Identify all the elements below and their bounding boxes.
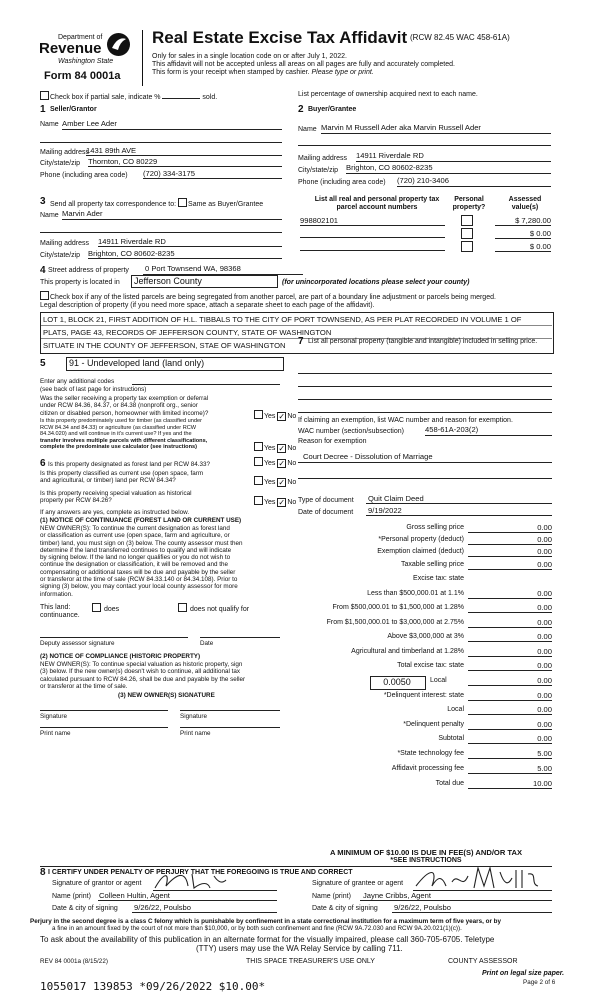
calc-label: Total excise tax: state	[397, 662, 464, 669]
calc-label: *Delinquent penalty	[403, 721, 464, 728]
current-use-yes-no: Yes ✓ No	[254, 476, 296, 487]
form-rcw: (RCW 82.45 WAC 458-61A)	[410, 33, 510, 42]
calc-underline	[468, 656, 552, 657]
seller-city[interactable]: Thornton, CO 80229	[88, 157, 158, 166]
calc-value[interactable]: 0.00	[537, 691, 552, 700]
exemption-reason[interactable]: Court Decree - Dissolution of Marriage	[303, 452, 433, 461]
legal-label: Legal description of property (if you need more space, attach a separate sheet to each page of the affidavit).	[40, 302, 375, 309]
calc-label: Gross selling price	[406, 524, 464, 531]
exemption-yes-no: Yes ✓ No	[254, 410, 296, 421]
doc-date-label: Date of document	[298, 509, 354, 516]
grantee-name[interactable]: Jayne Cribbs, Agent	[363, 891, 431, 900]
perjury-line-1: Perjury in the second degree is a class C felony which is punishable by confinement in a state correctional institution for a maximum term of five years, or by	[30, 918, 501, 925]
seller-section-num: 1	[40, 104, 46, 115]
wac-number[interactable]: 458-61A-203(2)	[425, 425, 479, 434]
form-number: Form 84 0001a	[44, 70, 121, 82]
s8-section-num: 8	[40, 867, 46, 878]
page-number: Page 2 of 6	[523, 979, 556, 986]
calc-value[interactable]: 0.00	[537, 632, 552, 641]
codes-label: Enter any additional codes	[40, 378, 115, 385]
assessed-value[interactable]: $ 0.00	[529, 229, 551, 238]
compliance-title: (2) NOTICE OF COMPLIANCE (HISTORIC PROPERTY)	[40, 653, 201, 660]
certification: I CERTIFY UNDER PENALTY OF PERJURY THAT THE FOREGOING IS TRUE AND CORRECT	[48, 869, 353, 876]
grantor-sig-label: Signature of grantor or agent	[52, 880, 142, 887]
county-value: Jefferson County	[134, 276, 202, 286]
calc-value[interactable]: 0.00	[537, 661, 552, 670]
loc-section-num: 4	[40, 265, 46, 276]
logo-state: Washington State	[58, 58, 114, 65]
continuance-text: NEW OWNER(S): To continue the current designation as forest land or classification as current use (open space, farm and agriculture, or timber) land, you must sign on (3) below. The county assessor must then determine if the land transferred continues to qualify and will indicate by signing below. If the land no longer qualifies or you do not wish to continue the designation or classification, it will be removed and the compensating or additional taxes will be due and payable by the seller or transferor at the time of sale (RCW 84.33.140 or 84.34.108). Prior to signing (3) below, you may contact your local county assessor for more information.	[40, 525, 243, 598]
personal-property-checkbox[interactable]	[461, 228, 473, 239]
assessed-value[interactable]: $ 7,280.00	[515, 216, 551, 225]
calc-value[interactable]: 0.00	[537, 647, 552, 656]
if-yes-note: If any answers are yes, complete as instructed below.	[40, 509, 190, 516]
s6-section-num: 6	[40, 458, 46, 469]
assessed-value[interactable]: $ 0.00	[529, 242, 551, 251]
historic-no-checkbox[interactable]: ✓	[278, 498, 286, 507]
cashier-stamp: 1055017 139853 *09/26/2022 $10.00*	[40, 980, 266, 993]
timber-yes-checkbox[interactable]	[254, 442, 263, 451]
assessed-header: Assessed value(s)	[508, 196, 542, 211]
timber-no-checkbox[interactable]: ✓	[278, 444, 286, 453]
seller-name-label: Name	[40, 121, 59, 128]
calc-label: Agricultural and timberland at 1.28%	[351, 648, 464, 655]
use-code-value: 91 - Undeveloped land (land only)	[69, 358, 205, 368]
calc-underline	[468, 743, 552, 744]
buyer-section-num: 2	[298, 104, 304, 115]
calc-label: From $1,500,000.01 to $3,000,000 at 2.75%	[326, 619, 464, 626]
s5-section-num: 5	[40, 358, 46, 369]
county-note: (for unincorporated locations please select your county)	[282, 279, 470, 286]
corr-label: Send all property tax correspondence to: Same as Buyer/Grantee	[50, 198, 263, 209]
owner-signature-label-2: Signature	[180, 713, 207, 720]
compliance-text: NEW OWNER(S): To continue special valuation as historic property, sign (3) below. If the new owner(s) doesn't wish to continue, all additional tax calculated pursuant to RCW 84.26, shall be due and payable by the seller or transferor at the time of sale.	[40, 661, 246, 690]
calc-value[interactable]: 0.00	[537, 618, 552, 627]
buyer-name-label: Name	[298, 126, 317, 133]
calc-value[interactable]: 0.00	[537, 589, 552, 598]
exemption-question: Was the seller receiving a property tax exemption or deferral under RCW 84.36, 84.37, or 84.38 (nonprofit org., senior citizen or disabled person, homeowner with limited income)?	[40, 395, 209, 417]
seller-mail-label: Mailing address	[40, 149, 90, 156]
form-title: Real Estate Excise Tax Affidavit	[152, 28, 408, 47]
owner-signature-label: Signature	[40, 713, 67, 720]
calc-label: Above $3,000,000 at 3%	[387, 633, 464, 640]
tty-note: (TTY) users may use the WA Relay Service by calling 711.	[196, 944, 403, 953]
historic-yes-checkbox[interactable]	[254, 496, 263, 505]
calc-underline	[468, 773, 552, 774]
seller-mail[interactable]: 1431 89th AVE	[86, 146, 137, 155]
personal-property-checkbox[interactable]	[461, 241, 473, 252]
seller-phone[interactable]: (720) 334-3175	[143, 169, 195, 178]
calc-label: Total due	[435, 780, 464, 787]
calc-underline	[468, 758, 552, 759]
calc-underline	[468, 714, 552, 715]
new-owner-sig-title: (3) NEW OWNER(S) SIGNATURE	[118, 692, 215, 699]
treasurer-space: THIS SPACE TREASURER'S USE ONLY	[246, 958, 375, 965]
continuance-label: continuance.	[40, 612, 80, 619]
seller-name[interactable]: Amber Lee Ader	[62, 119, 117, 128]
county-assessor: COUNTY ASSESSOR	[448, 958, 518, 965]
reason-label: Reason for exemption	[298, 438, 367, 445]
personal-property-checkbox[interactable]	[461, 215, 473, 226]
calc-value[interactable]: 5.00	[537, 749, 552, 758]
calc-value[interactable]: 0.00	[537, 523, 552, 532]
legal-line-2: PLATS, PAGE 43, RECORDS OF JEFFERSON COUNTY, STATE OF WASHINGTON	[43, 328, 332, 337]
exemption-no-checkbox[interactable]: ✓	[278, 412, 286, 421]
current-use-yes-checkbox[interactable]	[254, 476, 263, 485]
calc-underline	[468, 612, 552, 613]
calc-label: Less than $500,000.01 at 1.1%	[367, 590, 464, 597]
historic-question: Is this property receiving special valuation as historical property per RCW 84.26?	[40, 490, 192, 505]
perjury-line-2: a fine in an amount fixed by the court of not more than $10,000, or by both such confinement and fine (RCW 9A.72.030 and RCW 9A.20.021(1)(c)).	[52, 925, 462, 932]
calc-underline	[468, 627, 552, 628]
calc-value[interactable]: 0.00	[537, 547, 552, 556]
personal-property-title: List all personal property (tangible and intangible) included in selling price.	[308, 338, 538, 345]
logo-revenue: Revenue	[39, 40, 102, 57]
corr-city-label: City/state/zip	[40, 252, 81, 259]
legal-size-note: Print on legal size paper.	[482, 970, 565, 977]
does-checkbox[interactable]	[92, 603, 101, 612]
buyer-city[interactable]: Brighton, CO 80602-8235	[346, 163, 433, 172]
logo-dept: Department of	[58, 34, 103, 41]
calc-underline	[468, 729, 552, 730]
buyer-mail[interactable]: 14911 Riverdale RD	[356, 151, 424, 160]
calc-value[interactable]: 0.00	[537, 560, 552, 569]
street-address[interactable]: 0 Port Townsend WA, 98368	[145, 264, 241, 273]
local-rate: 0.0050	[383, 677, 411, 687]
parcel-header: List all real and personal property tax parcel account numbers	[314, 196, 440, 211]
legal-line-3: SITUATE IN THE COUNTY OF JEFFERSON, STAE OF WASHINGTON	[43, 341, 286, 350]
grantor-date[interactable]: 9/26/22, Poulsbo	[134, 903, 191, 912]
does-not-option: does not qualify for	[178, 603, 249, 614]
calc-label: Local	[430, 677, 447, 684]
calc-label: Exemption claimed (deduct)	[377, 548, 464, 555]
this-land-label: This land:	[40, 604, 71, 611]
legal-line-1: LOT 1, BLOCK 21, FIRST ADDITION OF H.L. TIBBALS TO THE CITY OF PORT TOWNSEND, AS PER PLAT RECORDED IN VOLUME 1 OF	[43, 315, 522, 324]
calc-value[interactable]: 0.00	[537, 676, 552, 685]
calc-underline	[468, 544, 552, 545]
grantor-date-label: Date & city of signing	[52, 905, 118, 912]
notice-line-3: This form is your receipt when stamped by cashier. Please type or print.	[152, 69, 374, 76]
accessibility-note: To ask about the availability of this publication in an alternate format for the visually impaired, please call 360-705-6705. Teletype	[40, 935, 495, 944]
codes-note: (see back of last page for instructions)	[40, 386, 147, 393]
does-option: does	[92, 603, 119, 614]
partial-sale: Check box if partial sale, indicate % sold.	[40, 91, 217, 102]
notice-line-2: This affidavit will not be accepted unless all areas on all pages are fully and accurately completed.	[152, 61, 455, 68]
calc-value[interactable]: 0.00	[537, 705, 552, 714]
wac-label: WAC number (section/subsection)	[298, 428, 404, 435]
historic-yes-no: Yes ✓ No	[254, 496, 296, 507]
minimum-note: A MINIMUM OF $10.00 IS DUE IN FEE(S) AND/OR TAX	[329, 848, 523, 857]
street-label: Street address of property	[48, 267, 129, 274]
calc-underline	[468, 788, 552, 789]
personal-header: Personal property?	[452, 196, 486, 211]
forest-yes-checkbox[interactable]	[254, 457, 263, 466]
exemption-yes-checkbox[interactable]	[254, 410, 263, 419]
calc-value[interactable]: 0.00	[537, 535, 552, 544]
grantee-date[interactable]: 9/26/22, Poulsbo	[394, 903, 451, 912]
timber-yes-no: Yes ✓ No	[254, 442, 296, 453]
timber-question: Is this property predominately used for timber (as classified under RCW 84.34 and 84.33) or agriculture (as classified under RCW 84.34.020) and will continue in it's current use? If yes and the transfer involves multiple parcels with different classifications, complete the predominate use calculator (see instructions)	[40, 418, 208, 451]
corr-name[interactable]: Marvin Ader	[62, 209, 103, 218]
notice-line-1: Only for sales in a single location code on or after July 1, 2022.	[152, 53, 347, 60]
calc-label: From $500,000.01 to $1,500,000 at 1.28%	[332, 604, 464, 611]
current-use-no-checkbox[interactable]: ✓	[278, 478, 286, 487]
current-use-question: Is this property classified as current use (open space, farm and agricultural, or timber) land per RCW 84.34?	[40, 470, 204, 485]
seller-city-label: City/state/zip	[40, 160, 81, 167]
grantee-date-label: Date & city of signing	[312, 905, 378, 912]
corr-mail[interactable]: 14911 Riverdale RD	[98, 237, 166, 246]
calc-value[interactable]: 0.00	[537, 603, 552, 612]
see-instructions: *SEE INSTRUCTIONS	[390, 857, 462, 864]
calc-underline	[468, 700, 552, 701]
ownership-note: List percentage of ownership acquired next to each name.	[298, 91, 478, 98]
logo-mark-icon	[106, 32, 131, 57]
buyer-name[interactable]: Marvin M Russell Ader aka Marvin Russell Ader	[321, 123, 481, 132]
calc-value[interactable]: 5.00	[537, 764, 552, 773]
calc-label: Subtotal	[438, 735, 464, 742]
deputy-signature-label: Deputy assessor signature	[40, 640, 115, 647]
corr-city[interactable]: Brighton, CO 80602-8235	[88, 249, 175, 258]
grantee-name-label: Name (print)	[312, 893, 351, 900]
s7-section-num: 7	[298, 336, 304, 347]
calc-label: *State technology fee	[397, 750, 464, 757]
seller-title: Seller/Grantor	[50, 106, 97, 113]
forest-yes-no: Yes ✓ No	[254, 457, 296, 468]
doc-type[interactable]: Quit Claim Deed	[368, 494, 424, 503]
seller-phone-label: Phone (including area code)	[40, 172, 128, 179]
calc-value[interactable]: 0.00	[537, 734, 552, 743]
forest-no-checkbox[interactable]: ✓	[278, 459, 286, 468]
corr-section-num: 3	[40, 196, 46, 207]
county-label: This property is located in	[40, 279, 120, 286]
forest-question: Is this property designated as forest land per RCW 84.33?	[48, 461, 211, 468]
deputy-date-label: Date	[200, 640, 214, 647]
grantor-name[interactable]: Colleen Hultin, Agent	[99, 891, 170, 900]
doc-date[interactable]: 9/19/2022	[368, 506, 402, 515]
owner-print-name-label-2: Print name	[180, 730, 211, 737]
calc-underline	[468, 556, 552, 557]
segregation-check: Check box if any of the listed parcels are being segregated from another parcel, are part of a boundary line adjustment or parcels being merged.	[40, 291, 496, 302]
calc-underline	[468, 532, 552, 533]
same-as-buyer-checkbox[interactable]	[178, 198, 187, 207]
corr-mail-label: Mailing address	[40, 240, 90, 247]
calc-value[interactable]: 10.00	[532, 779, 552, 788]
calc-label: Taxable selling price	[400, 561, 464, 568]
buyer-city-label: City/state/zip	[298, 167, 339, 174]
exemption-note: If claiming an exemption, list WAC number and reason for exemption.	[298, 417, 513, 424]
calc-underline	[468, 641, 552, 642]
calc-underline	[468, 685, 552, 686]
grantee-sig-label: Signature of grantee or agent	[312, 880, 404, 887]
calc-underline	[468, 598, 552, 599]
buyer-title: Buyer/Grantee	[308, 106, 357, 113]
continuance-title: (1) NOTICE OF CONTINUANCE (FOREST LAND OR CURRENT USE)	[40, 517, 242, 524]
calc-value[interactable]: 0.00	[537, 720, 552, 729]
segregation-checkbox[interactable]	[40, 291, 49, 300]
partial-sale-checkbox[interactable]	[40, 91, 49, 100]
calc-label: Affidavit processing fee	[391, 765, 464, 772]
buyer-phone-label: Phone (including area code)	[298, 179, 386, 186]
buyer-phone[interactable]: (720) 210-3406	[397, 176, 449, 185]
does-not-checkbox[interactable]	[178, 603, 187, 612]
calc-underline	[468, 670, 552, 671]
calc-underline	[468, 569, 552, 570]
doc-type-label: Type of document	[298, 497, 354, 504]
parcel-number[interactable]: 998802101	[300, 216, 339, 225]
owner-print-name-label: Print name	[40, 730, 71, 737]
calc-label: *Personal property (deduct)	[378, 536, 464, 543]
calc-label: Excise tax: state	[413, 575, 464, 582]
calc-label: Local	[447, 706, 464, 713]
corr-name-label: Name	[40, 212, 59, 219]
calc-label: *Delinquent interest: state	[383, 692, 464, 699]
header-divider	[142, 30, 143, 86]
buyer-mail-label: Mailing address	[298, 155, 348, 162]
grantor-name-label: Name (print)	[52, 893, 91, 900]
revision: REV 84 0001a (8/15/22)	[40, 958, 108, 965]
